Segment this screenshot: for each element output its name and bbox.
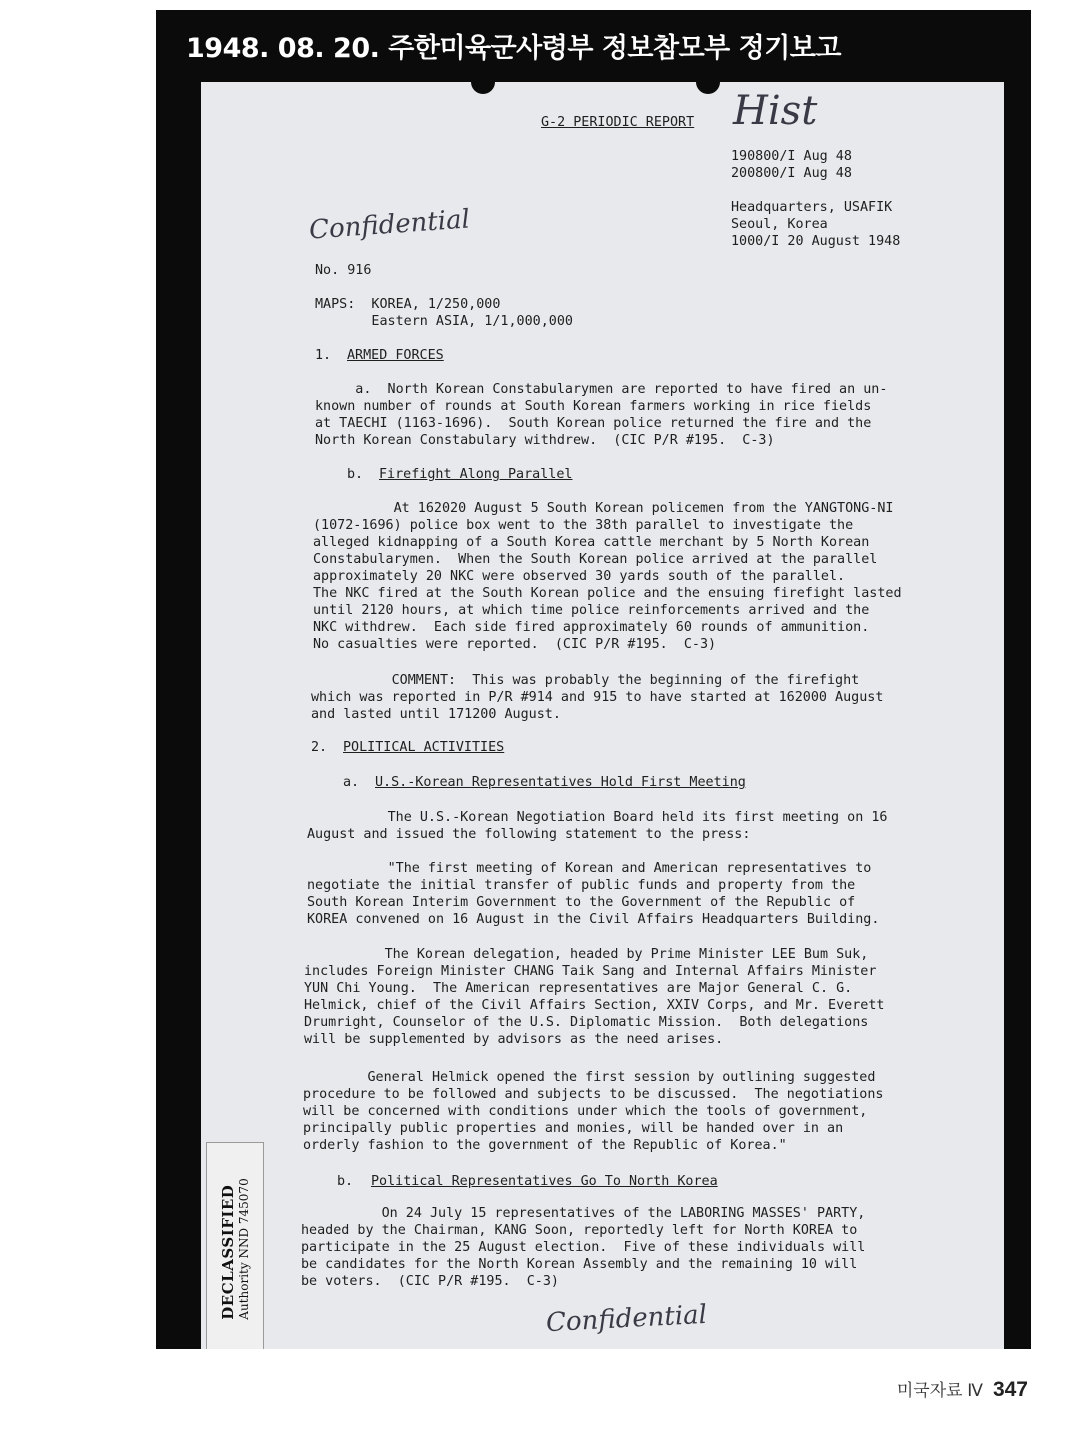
declassified-stamp-authority: Authority NND 745070 (237, 1178, 251, 1320)
section-2b-paragraph: On 24 July 15 representatives of the LABORING MASSES' PARTY, headed by the Chairman, KANG Soon, reportedly left for North KOREA to participate in the 25 August election. Five of these individuals will be candidates for the North Korean Assembly and the remaining 10 will be voters. (CIC P/R #195. C-3) (301, 1206, 866, 1289)
document-scan-frame (156, 10, 1031, 1349)
handwritten-confidential-bottom: Confidential (545, 1299, 708, 1339)
declassified-stamp (206, 1142, 264, 1349)
section-1-number: 1. (315, 348, 332, 363)
footer-label: 미국자료 Ⅳ (896, 1381, 983, 1400)
hq-line-2: Seoul, Korea (731, 217, 828, 232)
section-1b-paragraph: At 162020 August 5 South Korean policemen from the YANGTONG-NI (1072-1696) police box went to the 38th parallel to investigate the alleged kidnapping of a South Korea cattle merchant by 5 North Korean Constabularymen. When the South Korean police arrived at the parallel approximately 20 NKC were observed 30 yards south of the parallel. The NKC fired at the South Korean police and the ensuing firefight lasted until 2120 hours, at which time police reinforcements arrived and the NKC withdrew. Each side fired approximately 60 rounds of ammunition. No casualties were reported. (CIC P/R #195. C-3) (313, 501, 902, 652)
section-2a-paragraph-3: The Korean delegation, headed by Prime Minister LEE Bum Suk, includes Foreign Minister CHANG Taik Sang and Internal Affairs Minister YUN Chi Young. The American representatives are Major General C. G. Helmick, chief of the Civil Affairs Section, XXIV Corps, and Mr. Everett Drumright, Counselor of the U.S. Diplomatic Mission. Both delegations will be supplemented by advisors as the need arises. (304, 947, 885, 1047)
section-2a-paragraph-4: General Helmick opened the first session by outlining suggested procedure to be followed and subjects to be discussed. The negotiations will be concerned with conditions under which the tools of government, principally public properties and monies, will be handed over in an orderly fashion to the government of the Republic of Korea." (303, 1070, 884, 1153)
report-period-2: 200800/I Aug 48 (731, 166, 852, 181)
page-footer (897, 1376, 1028, 1402)
handwritten-confidential-top: Confidential (308, 204, 471, 246)
section-1b-heading: Firefight Along Parallel (379, 467, 573, 482)
punch-hole-right (696, 82, 720, 94)
section-1-heading: ARMED FORCES (347, 348, 444, 363)
page-title: 1948. 08. 20. 주한미육군사령부 정보참모부 정기보고 (186, 33, 841, 64)
section-1b-label: b. (347, 467, 364, 482)
declassified-stamp-title: DECLASSIFIED (219, 1184, 237, 1320)
hq-line-3: 1000/I 20 August 1948 (731, 234, 901, 249)
section-2a-heading: U.S.-Korean Representatives Hold First Meeting (375, 775, 746, 790)
section-2a-label: a. (343, 775, 360, 790)
punch-hole-left (471, 82, 495, 94)
section-2b-label: b. (337, 1174, 354, 1189)
section-2b-heading: Political Representatives Go To North Korea (371, 1174, 718, 1189)
hq-line-1: Headquarters, USAFIK (731, 200, 893, 215)
report-title: G-2 PERIODIC REPORT (541, 115, 695, 130)
document-page (201, 82, 1004, 1349)
report-number: No. 916 (315, 263, 372, 278)
handwritten-hist-annotation: Hist (733, 88, 818, 134)
report-period-1: 190800/I Aug 48 (731, 149, 852, 164)
page-number: 347 (992, 1378, 1028, 1401)
comment-paragraph: COMMENT: This was probably the beginning of the firefight which was reported in P/R #914 and 915 to have started at 162000 August and lasted until 171200 August. (311, 673, 884, 722)
maps-line-2: Eastern ASIA, 1/1,000,000 (315, 314, 573, 329)
section-1a-paragraph: a. North Korean Constabularymen are reported to have fired an un- known number of rounds at South Korean farmers working in rice fields at TAECHI (1163-1696). South Korean police returned the fire and the North Korean Constabulary withdrew. (CIC P/R #195. C-3) (315, 382, 888, 448)
section-2-number: 2. (311, 740, 328, 755)
section-2a-paragraph-1: The U.S.-Korean Negotiation Board held its first meeting on 16 August and issued the following statement to the press: (307, 810, 888, 842)
section-2-heading: POLITICAL ACTIVITIES (343, 740, 505, 755)
section-2a-paragraph-2: "The first meeting of Korean and American representatives to negotiate the initial transfer of public funds and property from the South Korean Interim Government to the Government of the Republic of KOREA convened on 16 August in the Civil Affairs Headquarters Building. (307, 861, 880, 927)
maps-line-1: MAPS: KOREA, 1/250,000 (315, 297, 501, 312)
